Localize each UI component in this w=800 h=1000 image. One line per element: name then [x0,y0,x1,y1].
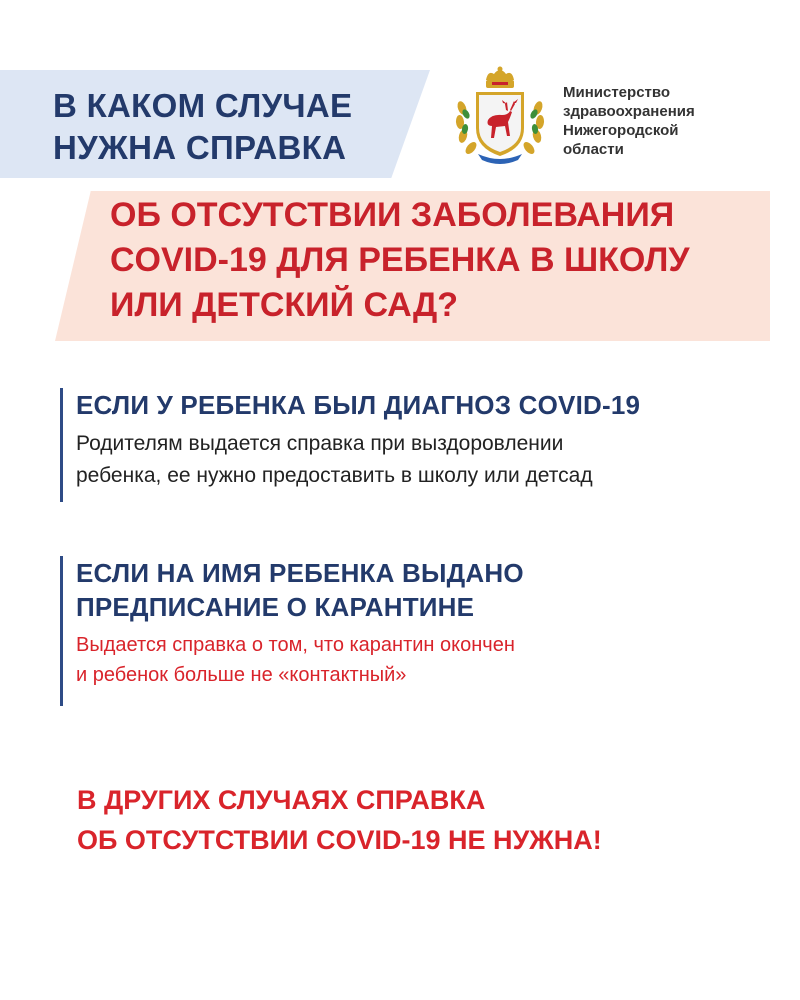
subject-title [110,193,690,328]
case-covid-diagnosis [60,388,640,502]
case-heading [76,388,640,422]
conclusion-line-2: ОБ ОТСУТСТВИИ COVID-19 НЕ НУЖНА! [77,825,602,855]
ministry-name-line-2: здравоохранения [563,103,695,120]
page-title [53,85,352,169]
case-description [76,428,640,492]
page-title-line-2: НУЖНА СПРАВКА [53,129,347,166]
case-description-line-1: Выдается справка о том, что карантин окончен [76,634,515,656]
case-quarantine-order [60,556,524,706]
crown-icon [486,67,514,89]
subject-title-line-1: ОБ ОТСУТСТВИИ ЗАБОЛЕВАНИЯ [110,196,675,234]
case-heading-line-2: ПРЕДПИСАНИЕ О КАРАНТИНЕ [76,592,475,622]
case-description-line-2: и ребенок больше не «контактный» [76,664,407,686]
nizhny-novgorod-coat-of-arms-icon [452,66,548,166]
conclusion-line-1: В ДРУГИХ СЛУЧАЯХ СПРАВКА [77,785,486,815]
case-description-line-1: Родителям выдается справка при выздоровлении [76,432,564,455]
case-description [76,630,524,690]
conclusion-note [77,780,602,860]
ministry-name [563,83,763,159]
case-description-line-2: ребенка, ее нужно предоставить в школу или детсад [76,464,593,487]
case-heading-line-1: ЕСЛИ НА ИМЯ РЕБЕНКА ВЫДАНО [76,558,524,588]
ministry-name-line-4: области [563,141,624,158]
subject-title-line-2: COVID-19 ДЛЯ РЕБЕНКА В ШКОЛУ [110,241,690,279]
case-heading [76,556,524,624]
ministry-name-line-1: Министерство [563,84,671,101]
case-heading-line-1: ЕСЛИ У РЕБЕНКА БЫЛ ДИАГНОЗ COVID-19 [76,390,641,420]
subject-banner [55,191,770,341]
ministry-name-line-3: Нижегородской [563,122,679,139]
header-banner [0,70,430,178]
page-title-line-1: В КАКОМ СЛУЧАЕ [53,87,353,124]
subject-title-line-3: ИЛИ ДЕТСКИЙ САД? [110,286,458,324]
